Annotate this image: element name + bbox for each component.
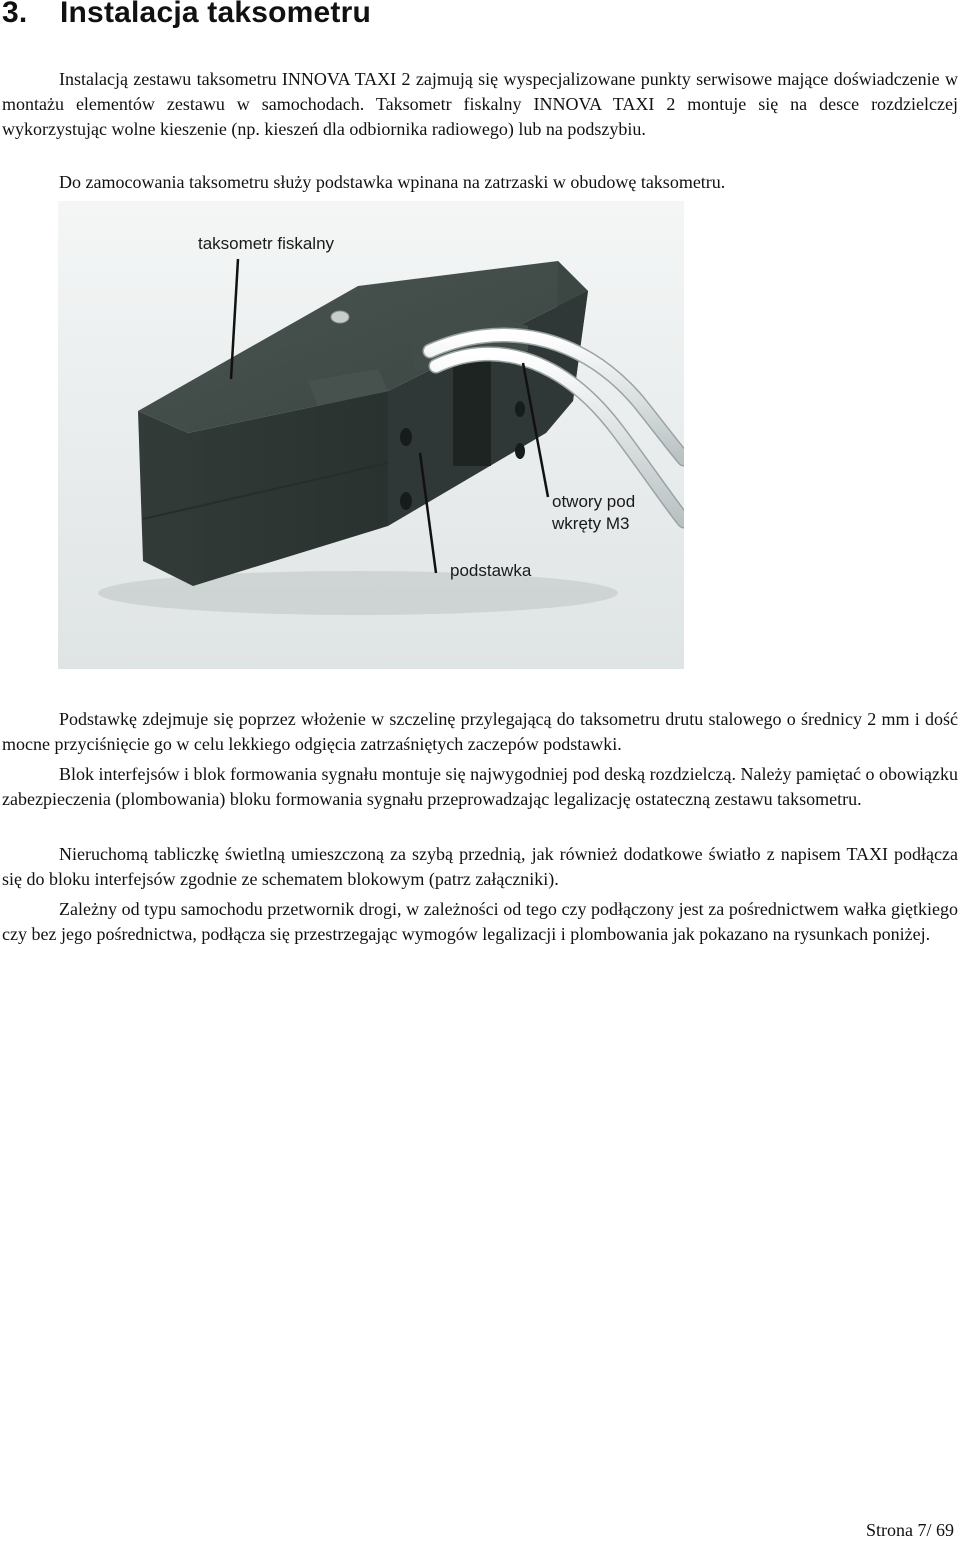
page-number: Strona 7/ 69 xyxy=(866,1520,954,1540)
screw-hole xyxy=(515,443,525,459)
mount-paragraph: Do zamocowania taksometru służy podstawka wpinana na zatrzaski w obudowę taksometru. xyxy=(59,172,726,192)
sign-paragraph: Nieruchomą tabliczkę świetlną umieszczoną za szybą przednią, jak również dodatkowe światło z napisem TAXI podłącza się do bloku interfejsów zgodnie ze schematem blokowym (patrz załączniki). xyxy=(2,844,958,889)
screw-hole xyxy=(400,428,412,446)
removal-paragraph: Podstawkę zdejmuje się poprzez włożenie w szczelinę przylegającą do taksometru drutu stalowego o średnicy 2 mm i dość mocne przyciśnięcie go w celu lekkiego odgięcia zatrzaśniętych zaczepów podstawki. xyxy=(2,709,958,754)
screw-hole xyxy=(515,401,525,417)
screw-hole xyxy=(400,492,412,510)
base-slot xyxy=(453,361,491,466)
top-button xyxy=(331,311,349,323)
label-base: podstawka xyxy=(450,561,532,580)
intro-paragraph: Instalacją zestawu taksometru INNOVA TAXI 2 zajmują się wyspecjalizowane punkty serwisowe mające doświadczenie w montażu elementów zestawu w samochodach. Taksometr fiskalny INNOVA TAXI 2 montuje się na desce rozdzielczej wykorzystując wolne kieszenie (np. kieszeń dla odbiornika radiowego) lub na podszybiu. xyxy=(2,69,958,139)
sensor-paragraph: Zależny od typu samochodu przetwornik drogi, w zależności od tego czy podłączony jest za pośrednictwem wałka giętkiego czy bez jego pośrednictwa, podłącza się przestrzegając wymogów legalizacji i plombowania jak pokazano na rysunkach poniżej. xyxy=(2,899,958,944)
section-number: 3. xyxy=(2,0,28,29)
label-holes-line1: otwory pod xyxy=(552,492,636,511)
label-holes-line2: wkręty M3 xyxy=(552,514,630,533)
section-title: Instalacja taksometru xyxy=(60,0,371,29)
device-shadow xyxy=(98,571,618,615)
section-heading xyxy=(2,0,371,30)
taximeter-photo xyxy=(58,201,684,669)
label-device: taksometr fiskalny xyxy=(198,234,335,253)
interface-paragraph: Blok interfejsów i blok formowania sygnału montuje się najwygodniej pod deską rozdzielczą. Należy pamiętać o obowiązku zabezpieczenia (plombowania) bloku formowania sygnału przeprowadzając legalizację ostateczną zestawu taksometru. xyxy=(2,764,958,809)
